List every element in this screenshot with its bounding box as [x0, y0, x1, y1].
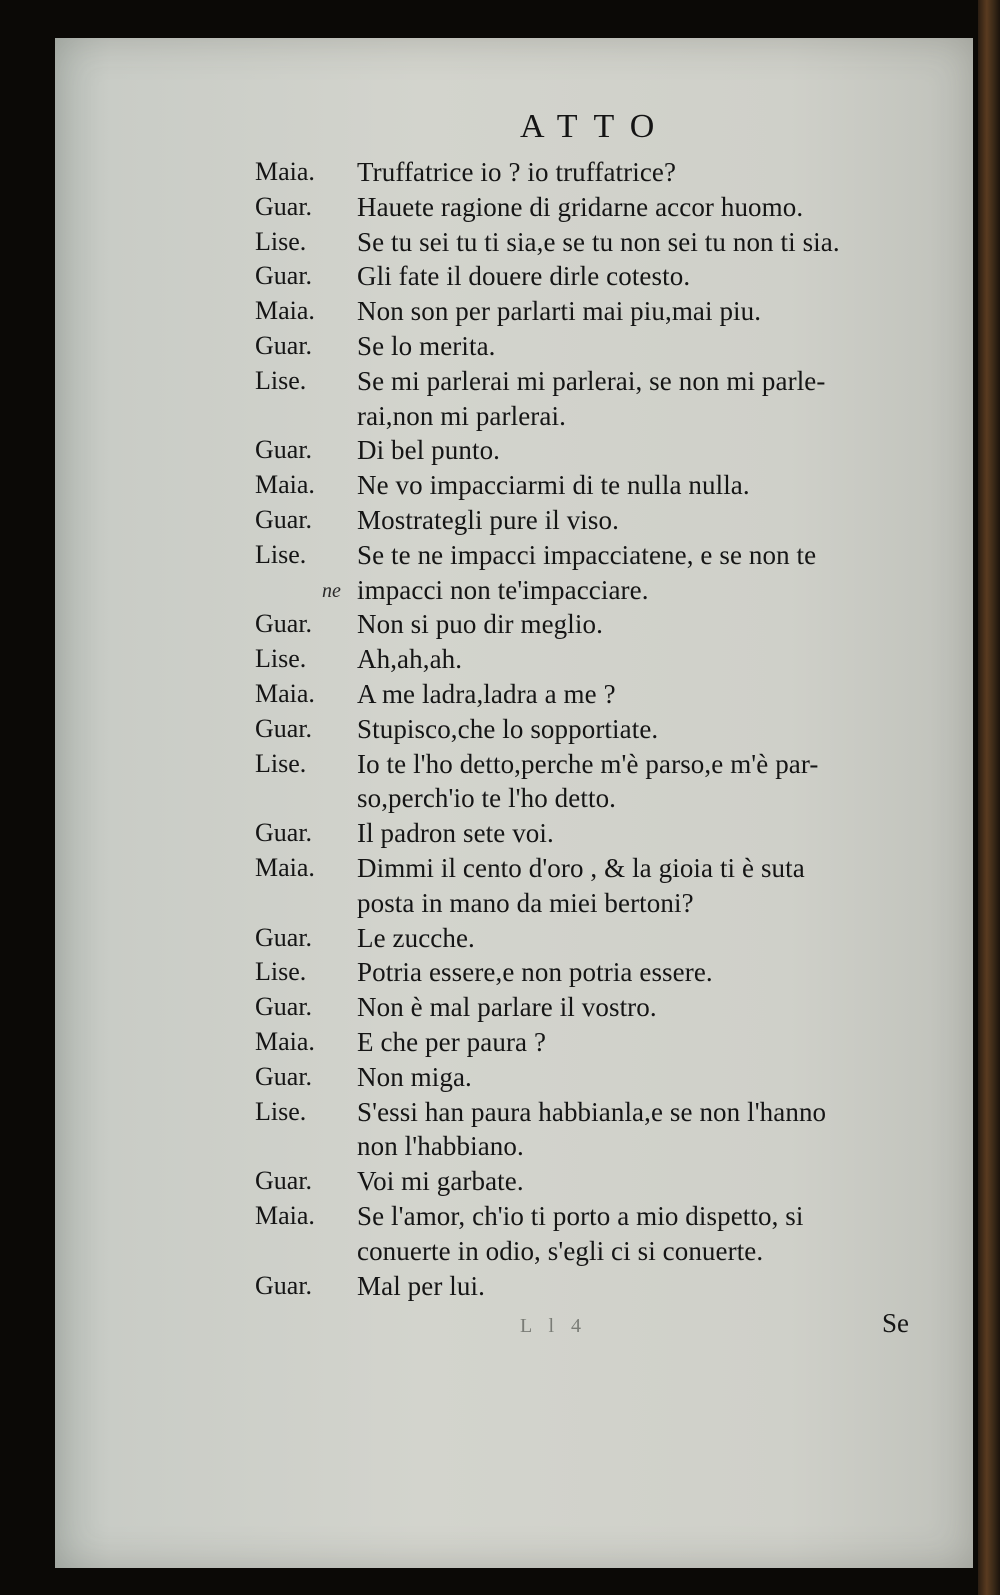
speaker-name: Maia.: [255, 157, 315, 186]
dialogue-text-line: Non miga.: [357, 1062, 472, 1092]
dialogue-line: [0, 192, 900, 228]
speaker-name: Guar.: [255, 192, 313, 221]
dialogue-line: [0, 1236, 900, 1272]
catchword: Se: [882, 1308, 909, 1338]
dialogue-text-line: non l'habbiano.: [357, 1131, 524, 1161]
dialogue-text-line: Stupisco,che lo sopportiate.: [357, 714, 659, 744]
speaker-name: Maia.: [255, 470, 315, 499]
dialogue-line: [0, 296, 900, 332]
dialogue-line: [0, 261, 900, 297]
speaker-name: Lise.: [255, 749, 307, 778]
speaker-name: Guar.: [255, 923, 313, 952]
dialogue-line: [0, 1201, 900, 1237]
dialogue-text-line: Ne vo impacciarmi di te nulla nulla.: [357, 470, 750, 500]
speaker-name: Guar.: [255, 1166, 313, 1195]
dialogue-text-line: so,perch'io te l'ho detto.: [357, 783, 617, 813]
dialogue-line: [0, 1097, 900, 1133]
speaker-name: Lise.: [255, 366, 307, 395]
speaker-name: Guar.: [255, 818, 313, 847]
dialogue-text-line: Potria essere,e non potria essere.: [357, 957, 713, 987]
speaker-name: Maia.: [255, 1027, 315, 1056]
dialogue-line: [0, 749, 900, 785]
speaker-name: Maia.: [255, 1201, 315, 1230]
speaker-name: Lise.: [255, 957, 307, 986]
dialogue-line: [0, 157, 900, 193]
dialogue-line: [0, 575, 900, 611]
dialogue-text-line: Le zucche.: [357, 923, 475, 953]
dialogue-text-line: Di bel punto.: [357, 435, 501, 465]
dialogue-line: [0, 366, 900, 402]
dialogue-text-line: Mostrategli pure il viso.: [357, 505, 619, 535]
dialogue-text-line: E che per paura ?: [357, 1027, 547, 1057]
dialogue-text-line: rai,non mi parlerai.: [357, 401, 566, 431]
dialogue-text-line: conuerte in odio, s'egli ci si conuerte.: [357, 1236, 764, 1266]
dialogue-line: [0, 783, 900, 819]
dialogue-line: [0, 1131, 900, 1167]
dialogue-line: [0, 609, 900, 645]
dialogue-text-line: Se mi parlerai mi parlerai, se non mi parle-: [357, 366, 826, 396]
dialogue-text-line: Mal per lui.: [357, 1271, 485, 1301]
speaker-name: Lise.: [255, 540, 307, 569]
dialogue-line: [0, 853, 900, 889]
dialogue-text-line: Non è mal parlare il vostro.: [357, 992, 657, 1022]
dialogue-text-line: Se tu sei tu ti sia,e se tu non sei tu non ti sia.: [357, 227, 840, 257]
dialogue-text-line: Se lo merita.: [357, 331, 496, 361]
speaker-name: Guar.: [255, 261, 313, 290]
dialogue-line: [0, 540, 900, 576]
dialogue-text-line: A me ladra,ladra a me ?: [357, 679, 616, 709]
dialogue-text-line: Truffatrice io ? io truffatrice?: [357, 157, 677, 187]
dialogue-text-line: Io te l'ho detto,perche m'è parso,e m'è par-: [357, 749, 819, 779]
dialogue-text-line: Gli fate il douere dirle cotesto.: [357, 261, 691, 291]
dialogue-line: [0, 435, 900, 471]
dialogue-line: [0, 401, 900, 437]
dialogue-text-line: Hauete ragione di gridarne accor huomo.: [357, 192, 804, 222]
signature-mark: L l 4: [520, 1315, 588, 1337]
speaker-name: Maia.: [255, 853, 315, 882]
speaker-name: Guar.: [255, 1271, 313, 1300]
dialogue-line: [0, 1166, 900, 1202]
dialogue-line: [0, 992, 900, 1028]
speaker-name: Guar.: [255, 331, 313, 360]
speaker-name: Lise.: [255, 227, 307, 256]
speaker-name: Guar.: [255, 992, 313, 1021]
dialogue-line: [0, 714, 900, 750]
dialogue-text-line: Voi mi garbate.: [357, 1166, 524, 1196]
dialogue-line: [0, 227, 900, 263]
dialogue-line: [0, 331, 900, 367]
dialogue-line: [0, 957, 900, 993]
dialogue-text-line: posta in mano da miei bertoni?: [357, 888, 694, 918]
speaker-name: Guar.: [255, 609, 313, 638]
dialogue-text-line: impacci non te'impacciare.: [357, 575, 649, 605]
dialogue-line: [0, 1271, 900, 1307]
dialogue-text-line: Non son per parlarti mai piu,mai piu.: [357, 296, 762, 326]
speaker-name: Guar.: [255, 435, 313, 464]
speaker-name: Lise.: [255, 1097, 307, 1126]
book-spine: [978, 0, 1000, 1595]
dialogue-text-line: S'essi han paura habbianla,e se non l'hanno: [357, 1097, 827, 1127]
speaker-name: Guar.: [255, 505, 313, 534]
dialogue-text-line: Ah,ah,ah.: [357, 644, 463, 674]
dialogue-line: [0, 923, 900, 959]
dialogue-text-line: Il padron sete voi.: [357, 818, 554, 848]
margin-note: ne: [322, 580, 341, 602]
speaker-name: Lise.: [255, 644, 307, 673]
speaker-name: Guar.: [255, 1062, 313, 1091]
dialogue-line: [0, 1062, 900, 1098]
dialogue-text-line: Non si puo dir meglio.: [357, 609, 603, 639]
dialogue-text-line: Se l'amor, ch'io ti porto a mio dispetto, si: [357, 1201, 804, 1231]
page-header: ATTO: [520, 108, 671, 145]
dialogue-line: [0, 679, 900, 715]
dialogue-line: [0, 818, 900, 854]
dialogue-line: [0, 470, 900, 506]
dialogue-line: [0, 1027, 900, 1063]
speaker-name: Maia.: [255, 679, 315, 708]
dialogue-line: [0, 505, 900, 541]
speaker-name: Guar.: [255, 714, 313, 743]
speaker-name: Maia.: [255, 296, 315, 325]
dialogue-text-line: Se te ne impacci impacciatene, e se non te: [357, 540, 817, 570]
dialogue-text-line: Dimmi il cento d'oro , & la gioia ti è suta: [357, 853, 805, 883]
dialogue-line: [0, 888, 900, 924]
dialogue-line: [0, 644, 900, 680]
